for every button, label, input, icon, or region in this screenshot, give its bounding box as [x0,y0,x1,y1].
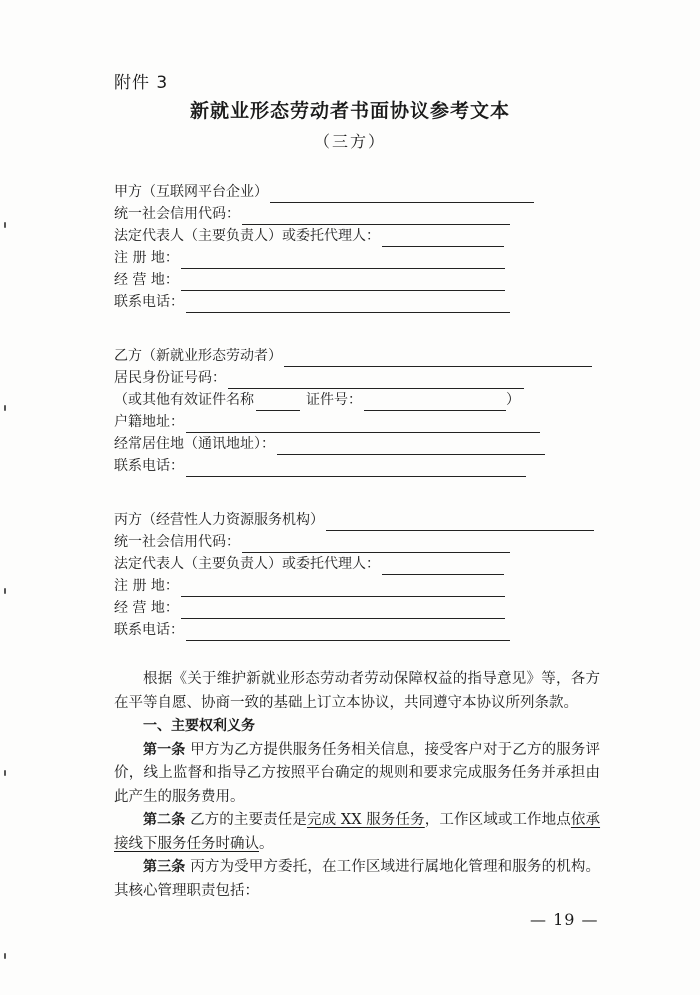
article-3-paragraph [114,856,600,903]
article-2-location-fill: 依承接线下服务任务时确认 [114,812,601,852]
party-a-credit-label: 统一社会信用代码： [114,206,240,222]
party-b-other-id-open: （或其他有效证件名称 [114,392,254,408]
party-c-business-row [114,597,594,619]
party-c-phone-blank[interactable] [186,624,510,641]
party-a-registered-blank[interactable] [181,252,505,269]
party-c-phone-row [114,619,594,641]
party-b-id-row [114,367,592,389]
party-c-rep-label: 法定代表人（主要负责人）或委托代理人： [114,556,380,572]
party-b-other-id-row [114,389,592,411]
article-1-paragraph [114,739,600,810]
party-b-residence-blank[interactable] [277,438,545,455]
party-c-credit-label: 统一社会信用代码： [114,534,240,550]
party-a-credit-blank[interactable] [242,208,510,225]
party-b-residence-row [114,433,592,455]
party-a-phone-row [114,291,534,313]
party-c-rep-row [114,553,594,575]
party-a-heading: 甲方（互联网平台企业） [114,184,268,200]
party-a-business-blank[interactable] [181,274,505,291]
article-2-text-a: 乙方的主要责任是 [185,812,307,828]
party-b-block [114,345,592,477]
scan-mark [4,222,6,228]
party-b-other-id-number-blank[interactable] [364,394,506,411]
article-2-paragraph [114,809,600,856]
section-1-heading: 一、主要权利义务 [143,718,255,734]
party-a-registered-label: 注 册 地： [114,250,179,266]
scan-mark [4,588,6,594]
party-a-rep-row [114,225,534,247]
party-b-phone-label: 联系电话： [114,458,184,474]
agreement-body [114,668,600,903]
party-c-name-row [114,509,594,531]
party-a-business-row [114,269,534,291]
party-b-name-blank[interactable] [284,350,592,367]
party-c-business-label: 经 营 地： [114,600,179,616]
party-a-block [114,181,534,313]
party-b-household-blank[interactable] [186,416,540,433]
party-a-name-row [114,181,534,203]
article-1-text: 甲方为乙方提供服务任务相关信息，接受客户对于乙方的服务评价，线上监督和指导乙方按照平台确定的规则和要求完成服务任务并承担由此产生的服务费用。 [114,741,601,805]
scan-mark [4,770,6,776]
party-c-registered-row [114,575,594,597]
annex-label: 附件 3 [114,73,169,93]
party-c-business-blank[interactable] [181,602,505,619]
party-a-business-label: 经 营 地： [114,272,179,288]
article-2-duty-fill: 完成 XX 服务任务 [306,812,425,828]
party-c-phone-label: 联系电话： [114,622,184,638]
preamble-paragraph: 根据《关于维护新就业形态劳动者劳动保障权益的指导意见》等，各方在平等自愿、协商一致的基础上订立本协议，共同遵守本协议所列条款。 [114,671,600,711]
document-subtitle: （三方） [313,132,386,151]
party-b-residence-label: 经常居住地（通讯地址）： [114,436,275,452]
party-a-rep-label: 法定代表人（主要负责人）或委托代理人： [114,228,380,244]
party-b-name-row [114,345,592,367]
party-a-phone-blank[interactable] [186,296,510,313]
article-2-text-e: 。 [259,835,274,852]
party-c-heading: 丙方（经营性人力资源服务机构） [114,512,324,528]
party-c-registered-blank[interactable] [181,580,505,597]
party-b-household-label: 户籍地址： [114,414,184,430]
page-number: — 19 — [530,910,599,929]
party-b-heading: 乙方（新就业形态劳动者） [114,348,282,364]
scan-mark [4,953,6,959]
article-3-text: 丙方为受甲方委托，在工作区域进行属地化管理和服务的机构。其核心管理职责包括： [114,859,601,899]
scan-mark [4,405,6,411]
party-c-registered-label: 注 册 地： [114,578,179,594]
party-b-other-id-number-label: 证件号： [306,392,362,408]
party-c-credit-blank[interactable] [242,536,510,553]
party-b-id-label: 居民身份证号码： [114,370,226,386]
party-c-credit-row [114,531,594,553]
article-2-number: 第二条 [143,812,186,828]
party-a-rep-blank[interactable] [382,230,504,247]
party-b-phone-blank[interactable] [186,460,526,477]
party-b-id-blank[interactable] [228,372,524,389]
article-1-number: 第一条 [143,741,186,758]
document-title: 新就业形态劳动者书面协议参考文本 [189,100,510,122]
article-3-number: 第三条 [143,859,186,875]
party-a-registered-row [114,247,534,269]
party-c-block [114,509,594,641]
party-b-other-id-close: ） [506,392,520,408]
party-c-name-blank[interactable] [326,514,594,531]
party-a-phone-label: 联系电话： [114,294,184,310]
party-a-name-blank[interactable] [270,186,534,203]
party-b-phone-row [114,455,592,477]
party-a-credit-row [114,203,534,225]
party-b-other-id-name-blank[interactable] [256,394,300,411]
party-c-rep-blank[interactable] [382,558,504,575]
article-2-text-c: ，工作区域或工作地点 [424,812,571,828]
party-b-household-row [114,411,592,433]
